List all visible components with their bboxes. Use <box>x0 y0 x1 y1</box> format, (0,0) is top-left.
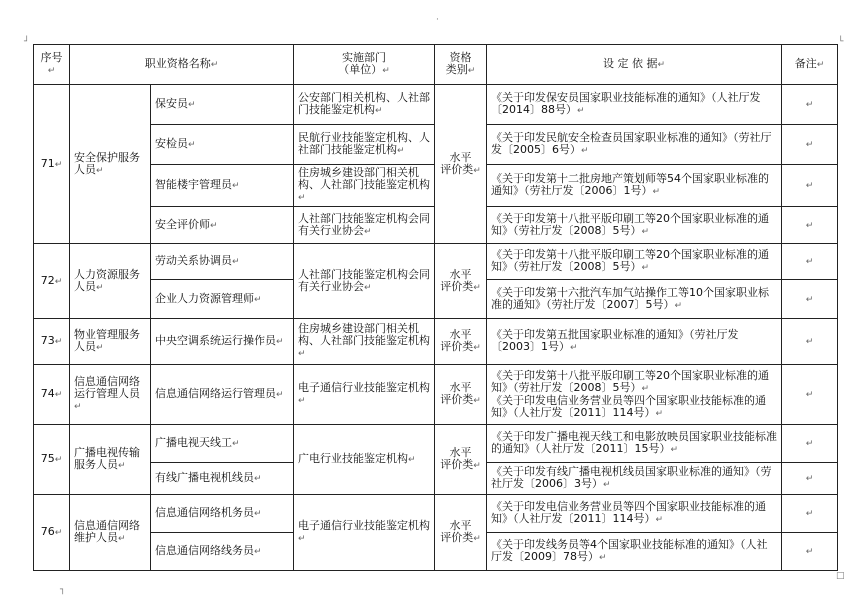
corner-mark-tr: └ <box>838 37 844 47</box>
qualification-name: 劳动关系协调员↵ <box>151 244 294 280</box>
category-name: 安全保护服务人员↵ <box>70 85 151 244</box>
note-cell: ↵ <box>782 85 838 125</box>
qualification-name: 信息通信网络机务员↵ <box>151 495 294 533</box>
note-cell: ↵ <box>782 125 838 165</box>
row-num: 74↵ <box>34 365 70 425</box>
implementing-dept: 民航行业技能鉴定机构、人社部门技能鉴定机构↵ <box>294 125 435 165</box>
header-name: 职业资格名称↵ <box>70 45 294 85</box>
level-category: 水平 评价类↵ <box>435 85 487 244</box>
basis-text: 《关于印发电信业务营业员等四个国家职业技能标准的通知》（人社厅发〔2011〕114号）↵ <box>487 495 782 533</box>
row-num: 76↵ <box>34 495 70 571</box>
qualification-name: 有线广播电视机线员↵ <box>151 463 294 495</box>
row-num: 73↵ <box>34 319 70 365</box>
qualification-name: 广播电视天线工↵ <box>151 425 294 463</box>
note-cell: ↵ <box>782 533 838 571</box>
note-cell: ↵ <box>782 244 838 280</box>
header-category: 资格 类别↵ <box>435 45 487 85</box>
category-name: 物业管理服务人员↵ <box>70 319 151 365</box>
corner-mark-bl: ┐ <box>60 585 66 595</box>
row-num: 71↵ <box>34 85 70 244</box>
implementing-dept: 人社部门技能鉴定机构会同有关行业协会↵ <box>294 207 435 244</box>
page-top-mark: · <box>436 15 439 25</box>
qualification-name: 信息通信网络线务员↵ <box>151 533 294 571</box>
header-dept: 实施部门 （单位）↵ <box>294 45 435 85</box>
table-row <box>34 365 838 425</box>
basis-text: 《关于印发第十八批平版印刷工等20个国家职业标准的通知》（劳社厅发〔2008〕5号）↵ 《关于印发电信业务营业员等四个国家职业技能标准的通知》（人社厅发〔2011〕114号）↵ <box>487 365 782 425</box>
category-name: 信息通信网络维护人员↵ <box>70 495 151 571</box>
note-cell: ↵ <box>782 425 838 463</box>
header-row <box>34 45 838 85</box>
row-num: 72↵ <box>34 244 70 319</box>
qualification-name: 保安员↵ <box>151 85 294 125</box>
corner-mark-br: □ <box>836 571 845 581</box>
basis-text: 《关于印发第十八批平版印刷工等20个国家职业标准的通知》（劳社厅发〔2008〕5号）↵ <box>487 244 782 280</box>
header-basis: 设 定 依 据↵ <box>487 45 782 85</box>
level-category: 水平 评价类↵ <box>435 319 487 365</box>
basis-text: 《关于印发保安员国家职业技能标准的通知》（人社厅发〔2014〕88号）↵ <box>487 85 782 125</box>
header-num: 序号↵ <box>34 45 70 85</box>
basis-text: 《关于印发第五批国家职业标准的通知》（劳社厅发〔2003〕1号）↵ <box>487 319 782 365</box>
implementing-dept: 电子通信行业技能鉴定机构↵ <box>294 495 435 571</box>
qualification-table <box>33 44 838 571</box>
table-row <box>34 319 838 365</box>
basis-text: 《关于印发民航安全检查员国家职业标准的通知》（劳社厅发〔2005〕6号）↵ <box>487 125 782 165</box>
basis-text: 《关于印发线务员等4个国家职业技能标准的通知》（人社厅发〔2009〕78号）↵ <box>487 533 782 571</box>
corner-mark-tl: ┘ <box>24 37 30 47</box>
basis-text: 《关于印发第十二批房地产策划师等54个国家职业标准的通知》（劳社厅发〔2006〕1号）↵ <box>487 165 782 207</box>
level-category: 水平 评价类↵ <box>435 244 487 319</box>
qualification-name: 信息通信网络运行管理员↵ <box>151 365 294 425</box>
note-cell: ↵ <box>782 365 838 425</box>
note-cell: ↵ <box>782 495 838 533</box>
note-cell: ↵ <box>782 280 838 319</box>
category-name: 信息通信网络运行管理人员↵ <box>70 365 151 425</box>
row-num: 75↵ <box>34 425 70 495</box>
category-name: 广播电视传输服务人员↵ <box>70 425 151 495</box>
qualification-name: 企业人力资源管理师↵ <box>151 280 294 319</box>
implementing-dept: 住房城乡建设部门相关机构、人社部门技能鉴定机构↵ <box>294 165 435 207</box>
level-category: 水平 评价类↵ <box>435 365 487 425</box>
basis-text: 《关于印发广播电视天线工和电影放映员国家职业技能标准的通知》（人社厅发〔2011〕15号）↵ <box>487 425 782 463</box>
category-name: 人力资源服务人员↵ <box>70 244 151 319</box>
basis-text: 《关于印发第十六批汽车加气站操作工等10个国家职业标准的通知》（劳社厅发〔2007〕5号）↵ <box>487 280 782 319</box>
qualification-name: 安全评价师↵ <box>151 207 294 244</box>
qualification-name: 中央空调系统运行操作员↵ <box>151 319 294 365</box>
note-cell: ↵ <box>782 319 838 365</box>
implementing-dept: 人社部门技能鉴定机构会同有关行业协会↵ <box>294 244 435 319</box>
implementing-dept: 电子通信行业技能鉴定机构↵ <box>294 365 435 425</box>
basis-text: 《关于印发第十八批平版印刷工等20个国家职业标准的通知》（劳社厅发〔2008〕5号）↵ <box>487 207 782 244</box>
table-row <box>34 425 838 463</box>
table-row <box>34 495 838 533</box>
level-category: 水平 评价类↵ <box>435 425 487 495</box>
qualification-name: 安检员↵ <box>151 125 294 165</box>
implementing-dept: 公安部门相关机构、人社部门技能鉴定机构↵ <box>294 85 435 125</box>
note-cell: ↵ <box>782 463 838 495</box>
note-cell: ↵ <box>782 207 838 244</box>
basis-text: 《关于印发有线广播电视机线员国家职业标准的通知》（劳社厅发〔2006〕3号）↵ <box>487 463 782 495</box>
table-row <box>34 244 838 280</box>
table-row <box>34 85 838 125</box>
qualification-name: 智能楼宇管理员↵ <box>151 165 294 207</box>
implementing-dept: 广电行业技能鉴定机构↵ <box>294 425 435 495</box>
note-cell: ↵ <box>782 165 838 207</box>
implementing-dept: 住房城乡建设部门相关机构、人社部门技能鉴定机构↵ <box>294 319 435 365</box>
header-note: 备注↵ <box>782 45 838 85</box>
level-category: 水平 评价类↵ <box>435 495 487 571</box>
